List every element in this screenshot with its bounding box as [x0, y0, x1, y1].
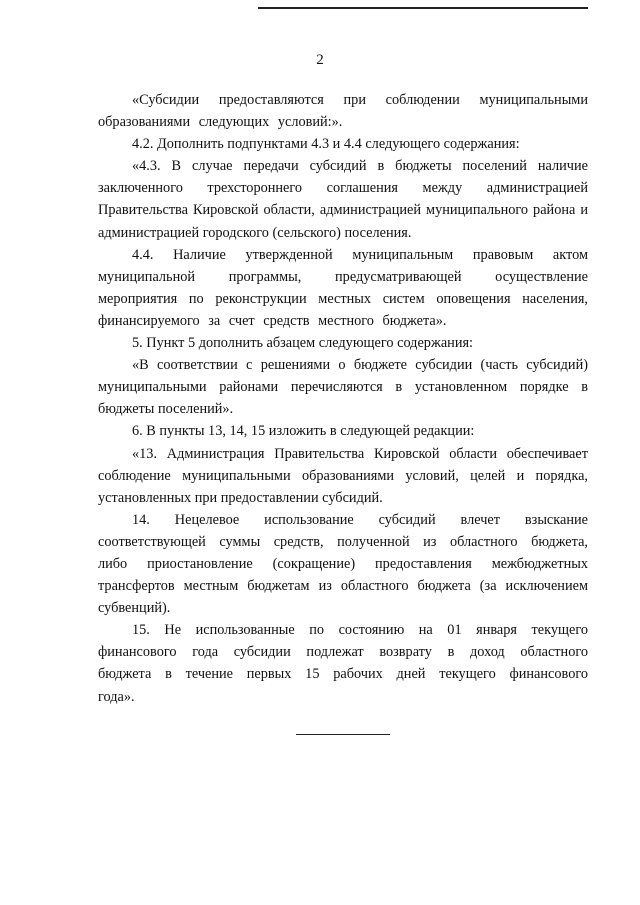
- paragraph-10: 15. Не использованные по состоянию на 01 января текущего финансового года субсидии подлежат возврату в доход областного бюджета в течение первых 15 рабочих дней текущего финансового года».: [98, 622, 588, 705]
- paragraph-9: 14. Нецелевое использование субсидий влечет взыскание соответствующей суммы средств, полученной из областного бюджета, либо приостановление (сокращение) предоставления межбюджетных трансфертов местным бюджетам из областного бюджета (за исключением субвенций).: [98, 511, 588, 617]
- paragraph-1: «Субсидии предоставляются при соблюдении муниципальными образованиями следующих условий:».: [98, 92, 588, 131]
- paragraph-7: 6. В пункты 13, 14, 15 изложить в следующей редакции:: [132, 423, 475, 440]
- paragraph-3: «4.3. В случае передачи субсидий в бюджеты поселений наличие заключенного трехстороннего соглашения между администрацией Правительства Кировской области, администрацией муниципального района и администрацией городского (сельского) поселения.: [98, 158, 588, 241]
- paragraph-8: «13. Администрация Правительства Кировской области обеспечивает соблюдение муниципальными образованиями условий, целей и порядка, установленных при предоставлении субсидий.: [98, 445, 588, 506]
- paragraph-6: «В соответствии с решениями о бюджете субсидии (часть субсидий) муниципальными районами перечисляются в установленном порядке в бюджеты поселений».: [98, 357, 588, 418]
- page-number: 2: [316, 52, 324, 68]
- bottom-rule: [296, 734, 390, 735]
- paragraph-4: 4.4. Наличие утвержденной муниципальным правовым актом муниципальной программы, предусматривающей осуществление мероприятия по реконструкции местных систем оповещения населения, финансируемого за счет средств местного бюджета».: [98, 246, 588, 329]
- document-body: [98, 89, 588, 708]
- paragraph-2: 4.2. Дополнить подпунктами 4.3 и 4.4 следующего содержания:: [132, 136, 520, 153]
- top-rule: [258, 7, 588, 9]
- paragraph-5: 5. Пункт 5 дополнить абзацем следующего содержания:: [132, 335, 474, 352]
